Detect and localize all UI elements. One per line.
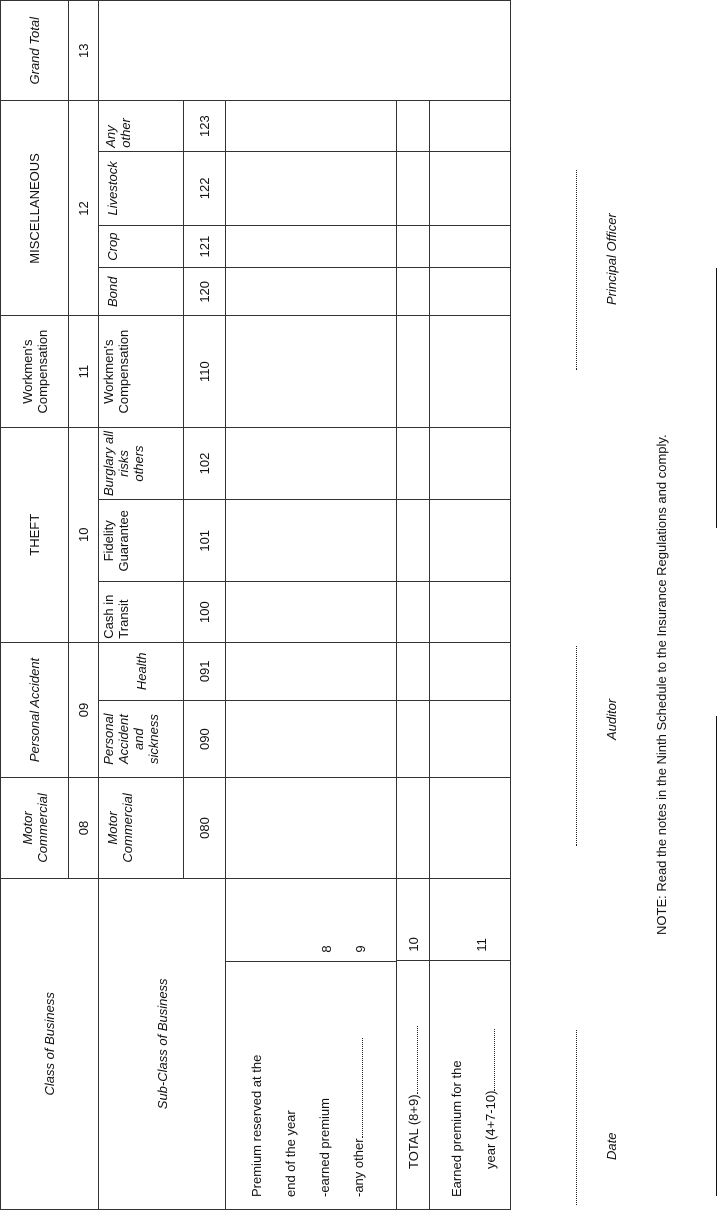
principal-officer-label: Principal Officer (604, 213, 619, 305)
row-code: 8 (319, 945, 334, 953)
data-cell (430, 268, 511, 316)
class-personal-accident-code: 09 (69, 642, 99, 778)
subclass-label: Burglary all risks others (99, 427, 184, 499)
subclass-label: Livestock (99, 151, 184, 225)
data-cell (430, 101, 511, 151)
row-label: Earned premium for the (449, 1060, 464, 1197)
class-grand-total-label: Grand Total (1, 1, 69, 102)
data-cell (226, 778, 397, 878)
row-label: end of the year (283, 1110, 298, 1197)
subclass-code: 120 (184, 268, 226, 316)
data-cell (397, 151, 430, 225)
data-cell (430, 151, 511, 225)
class-theft-code: 10 (69, 427, 99, 642)
date-signature-line (576, 1030, 577, 1205)
data-cell (226, 151, 397, 225)
row-label: -earned premium (317, 1098, 332, 1197)
class-motor-commercial-label: Motor Commercial (1, 778, 69, 878)
total-cell (397, 878, 430, 1209)
data-cell (397, 778, 430, 878)
data-cell (226, 316, 397, 427)
earned-year-cell (430, 878, 511, 1209)
data-cell (226, 427, 397, 499)
auditor-label: Auditor (604, 698, 619, 740)
class-theft-label: THEFT (1, 427, 69, 642)
subclass-label: Any other (99, 101, 184, 151)
data-cell (226, 582, 397, 642)
bottom-rule-right (716, 268, 717, 528)
sub-class-of-business-header: Sub-Class of Business (99, 878, 226, 1209)
data-cell (397, 427, 430, 499)
subclass-code: 080 (184, 778, 226, 878)
date-label: Date (604, 1132, 619, 1160)
data-cell (430, 316, 511, 427)
data-cell (430, 778, 511, 878)
premium-reserved-cell (226, 878, 397, 1209)
data-cell (226, 101, 397, 151)
subclass-code: 100 (184, 582, 226, 642)
data-cell (397, 642, 430, 700)
row-code: 11 (430, 879, 510, 961)
row-label (406, 961, 421, 1209)
auditor-signature-line (576, 646, 577, 846)
data-cell (397, 101, 430, 151)
row-label-text: -any other (351, 1138, 366, 1197)
row-label: Premium reserved at the (249, 1054, 264, 1197)
row-code: 10 (397, 879, 429, 961)
class-grand-total-code: 13 (69, 1, 99, 102)
row-code: 9 (353, 945, 368, 953)
data-cell (430, 226, 511, 268)
subclass-code: 101 (184, 500, 226, 582)
class-of-business-header: Class of Business (1, 878, 99, 1209)
subclass-label: Bond (99, 268, 184, 316)
data-cell (397, 268, 430, 316)
data-cell (397, 582, 430, 642)
data-cell (430, 427, 511, 499)
class-motor-commercial-code: 08 (69, 778, 99, 878)
subclass-code: 090 (184, 700, 226, 777)
data-cell (226, 700, 397, 777)
data-cell (226, 268, 397, 316)
row-label-text: TOTAL (8+9) (405, 1094, 421, 1169)
row-label-text: year (4+7-10) (483, 1090, 498, 1169)
subclass-label: Health (99, 642, 184, 700)
subclass-code: 110 (184, 316, 226, 427)
class-workmens-compensation-code: 11 (69, 316, 99, 427)
subclass-code: 123 (184, 101, 226, 151)
subclass-code: 091 (184, 642, 226, 700)
data-cell (397, 226, 430, 268)
subclass-label: Motor Commercial (99, 778, 184, 878)
class-personal-accident-label: Personal Accident (1, 642, 69, 778)
data-cell (226, 500, 397, 582)
data-cell (397, 316, 430, 427)
subclass-label: Workmen's Compensation (99, 316, 184, 427)
row-label (342, 962, 376, 1197)
subclass-label: Cash in Transit (99, 582, 184, 642)
principal-officer-signature-line (576, 170, 577, 370)
class-workmens-compensation-label: Workmen's Compensation (1, 316, 69, 427)
subclass-label: Fidelity Guarantee (99, 500, 184, 582)
grand-total-column-body (99, 1, 511, 102)
bottom-rule-left (716, 716, 717, 1196)
data-cell (397, 500, 430, 582)
row-label (474, 961, 508, 1197)
note-text: NOTE: Read the notes in the Ninth Schedule to the Insurance Regulations and comply. (654, 434, 669, 935)
data-cell (430, 642, 511, 700)
subclass-label: Crop (99, 226, 184, 268)
subclass-code: 121 (184, 226, 226, 268)
subclass-code: 122 (184, 151, 226, 225)
data-cell (430, 700, 511, 777)
data-cell (430, 500, 511, 582)
subclass-code: 102 (184, 427, 226, 499)
class-miscellaneous-code: 12 (69, 101, 99, 316)
data-cell (226, 642, 397, 700)
data-cell (430, 582, 511, 642)
data-cell (397, 700, 430, 777)
data-cell (226, 226, 397, 268)
class-miscellaneous-label: MISCELLANEOUS (1, 101, 69, 316)
subclass-label: Personal Accident and sickness (99, 700, 184, 777)
